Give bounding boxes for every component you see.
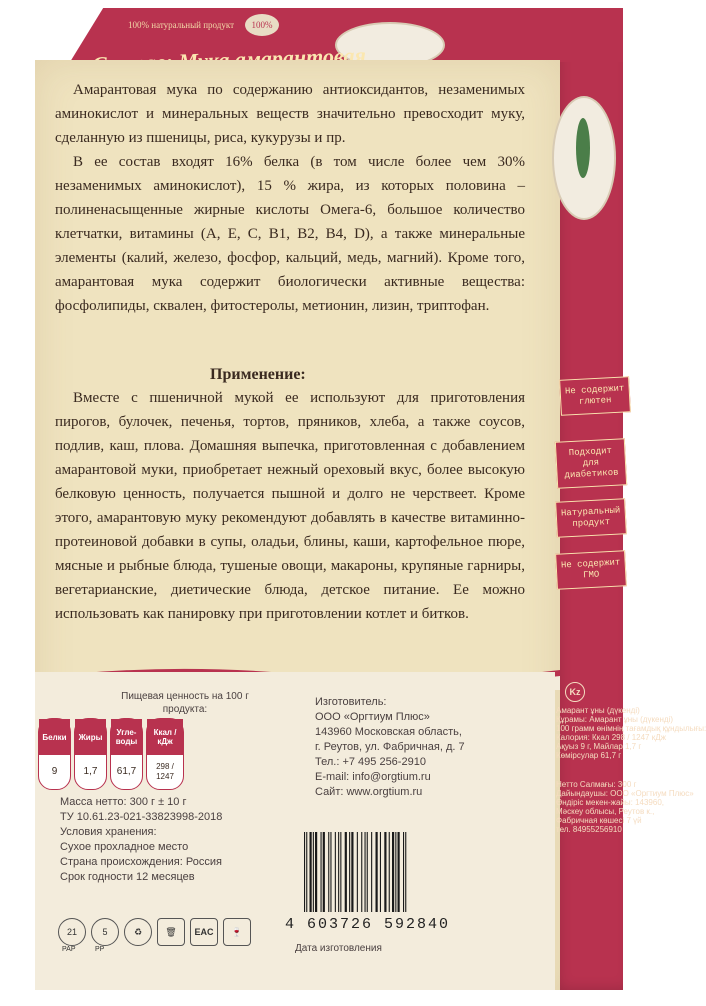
kz-logo-icon: Kz <box>565 682 585 702</box>
composition-text <box>55 78 525 318</box>
composition-paragraph-1: Амарантовая мука по содержанию антиоксидантов, незаменимых аминокислот и минеральных веществ значительно превосходит муку, сделанную из пшеницы, риса, кукурузы и пр. <box>55 82 525 146</box>
product-info <box>60 795 260 885</box>
barcode-bar <box>367 832 368 912</box>
nutrition-value: 61,7 <box>116 766 137 777</box>
badge-diabetic: Подходит для диабетиков <box>555 438 627 489</box>
nutrition-cell-fat <box>74 718 107 790</box>
certification-icons <box>58 918 251 946</box>
storage-value: Сухое прохладное место <box>60 841 189 853</box>
barcode-bar <box>323 832 325 912</box>
barcode-bar <box>371 832 372 912</box>
wheat-leaf-icon <box>576 118 590 178</box>
barcode-bar <box>313 832 314 912</box>
barcode-bar <box>304 832 305 912</box>
side-line: Мәскеу облысы, Реутов к., <box>556 807 655 816</box>
nutrition-label: Угле-воды <box>111 719 142 755</box>
side-line: Өндіріс мекен-жайы: 143960, <box>556 798 664 807</box>
application-text <box>55 386 525 626</box>
side-kazakh-text <box>556 706 706 1006</box>
nutrition-cell-energy <box>146 718 184 790</box>
nutrition-value: 9 <box>51 766 58 777</box>
top-small-text: 100% натуральный продукт <box>128 20 235 30</box>
recycle-pap-icon: 21 <box>58 918 86 946</box>
badge-no-gmo: Не содержит ГМО <box>555 550 627 590</box>
barcode-bar <box>338 832 339 912</box>
badge-gluten-free: Не содержит глютен <box>559 376 631 416</box>
storage-label: Условия хранения: <box>60 826 157 838</box>
barcode-bar <box>321 832 322 912</box>
nutrition-table <box>38 718 184 790</box>
barcode-bar <box>345 832 347 912</box>
barcode-bar <box>361 832 362 912</box>
manufacturer-info <box>315 695 485 800</box>
application-paragraph: Вместе с пшеничной мукой ее используют для приготовления пирогов, булочек, печенья, тортов, пряников, хлеба, а также соусов, подлив, каш, плова. Домашняя выпечка, приготовленная с добавлением амарантовой муки, приобретает нежный ореховый вкус, более высокую белковую ценность, получается пышной и долго не черствеет. Кроме этого, амарантовую муку рекомендуют добавлять в качестве витаминно-протеиновой добавки в супы, оладьи, блины, каши, картофельное пюре, мясные и рыбные блюда, тушеные овощи, макароны, крупяные гарниры, вегетарианские, диетические блюда, детское питание. Ее можно использовать как панировку при приготовлении котлет и битков. <box>55 390 525 622</box>
manufacturer-name: ООО «Оргтиум Плюс» <box>315 711 430 723</box>
mobius-loop-icon: ♻ <box>124 918 152 946</box>
barcode-number: 4 603726 592840 <box>285 916 451 933</box>
barcode-bar <box>365 832 366 912</box>
net-mass: Масса нетто: 300 г ± 10 г <box>60 796 187 808</box>
barcode-bar <box>351 832 353 912</box>
pp-label: PP <box>95 946 105 953</box>
food-contact-icon: 🍷 <box>223 918 251 946</box>
trash-bin-icon: 🗑 <box>157 918 185 946</box>
barcode-bar <box>306 832 307 912</box>
side-line: Нетто Салмағы: 300 г <box>556 780 637 789</box>
manufacturer-label: Изготовитель: <box>315 696 387 708</box>
barcode-bar <box>357 832 358 912</box>
barcode-bar <box>389 832 390 912</box>
composition-paragraph-2: В ее состав входят 16% белка (в том числе более чем 30% незаменимых аминокислот), 15 % жира, из которых половина – полиненасыщенные жирные кислоты Омега-6, большое количество клетчатки, витамины (A, E, C, B1, B2, B4, D), а также минеральные элементы (калий, железо, фосфор, кальций, медь, магний). Кроме того, амарантовая мука содержит биологически активные вещества: фосфолипиды, сквален, фитостеролы, метионин, лизин, триптофан. <box>55 154 525 314</box>
nutrition-cell-carbs <box>110 718 143 790</box>
nutrition-label: Белки <box>39 719 70 755</box>
gluten-free-seal-icon <box>552 96 616 220</box>
side-line: Дайындаушы: ООО «Оргтиум Плюс» <box>556 789 694 798</box>
application-heading: Применение: <box>210 366 306 383</box>
barcode-bar <box>392 832 394 912</box>
origin-country: Страна происхождения: Россия <box>60 856 222 868</box>
shelf-life: Срок годности 12 месяцев <box>60 871 195 883</box>
side-line: 100 грамм өнімнің тағамдық құндылығы: <box>556 724 706 733</box>
barcode-bar <box>328 832 329 912</box>
barcode-bar <box>376 832 378 912</box>
barcode-bar <box>403 832 404 912</box>
barcode-bar <box>310 832 312 912</box>
tech-spec: ТУ 10.61.23-021-33823998-2018 <box>60 811 223 823</box>
nutrition-label: Жиры <box>75 719 106 755</box>
side-line: Көмірсулар 61,7 г <box>556 751 622 760</box>
side-line: Ақуыз 9 г, Майлар 1,7 г <box>556 742 642 751</box>
nutrition-value: 1,7 <box>83 766 98 777</box>
badge-natural: Натуральный продукт <box>555 498 627 538</box>
side-line: тел. 84955256910 <box>556 825 622 834</box>
manufacturer-email: E-mail: info@orgtium.ru <box>315 771 431 783</box>
nutrition-title: Пищевая ценность на 100 г продукта: <box>121 691 249 715</box>
side-line: Фабричная көшесі 7 үй <box>556 816 642 825</box>
manufacturer-site: Сайт: www.orgtium.ru <box>315 786 423 798</box>
barcode-bar <box>380 832 381 912</box>
barcode-bar <box>405 832 406 912</box>
side-line: Калория: Ккал 298 / 1247 кДж <box>556 733 666 742</box>
eac-icon: EAC <box>190 918 218 946</box>
badge-100-icon: 100% <box>245 14 279 36</box>
barcode-bar <box>349 832 350 912</box>
barcode-bar <box>395 832 396 912</box>
pap-label: PAP <box>62 946 76 953</box>
manufacture-date-label: Дата изготовления <box>295 943 382 954</box>
barcode-bar <box>315 832 317 912</box>
side-line: Амарант ұны (дүкенді) <box>556 706 640 715</box>
side-line: Құрамы: Амарант ұны (дүкенді) <box>556 715 674 724</box>
barcode-bar <box>384 832 386 912</box>
nutrition-cell-protein <box>38 718 71 790</box>
recycle-pp-icon: 5 <box>91 918 119 946</box>
nutrition-label: Ккал / кДж <box>147 719 183 755</box>
manufacturer-address-1: 143960 Московская область, <box>315 726 462 738</box>
manufacturer-address-2: г. Реутов, ул. Фабричная, д. 7 <box>315 741 465 753</box>
barcode-bar <box>398 832 400 912</box>
barcode-bar <box>335 832 336 912</box>
barcode-bar <box>340 832 341 912</box>
barcode-bar <box>330 832 331 912</box>
manufacturer-phone: Тел.: +7 495 256-2910 <box>315 756 426 768</box>
nutrition-value: 298 / 1247 <box>156 762 174 781</box>
